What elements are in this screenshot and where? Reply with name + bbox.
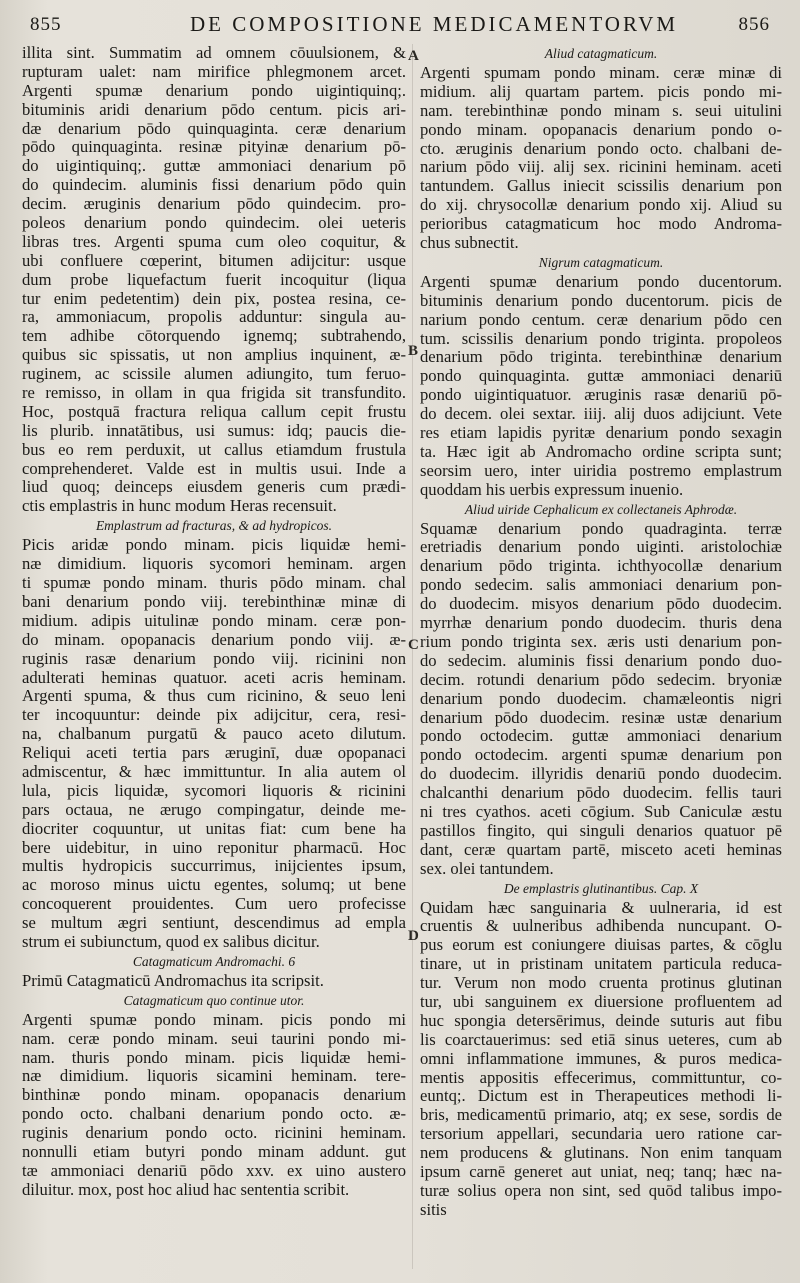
text-line: sex. olei tantundem. — [420, 859, 554, 878]
text-line: binthinæ pondo minam. opopanacis denarium — [22, 1086, 406, 1105]
margin-letter-b: B — [408, 343, 419, 359]
text-line: pondo sedecim. salis ammoniaci denarium pon- — [420, 576, 782, 595]
text-line: ruginis rasæ denarium pondo viij. ricinini non — [22, 649, 406, 668]
text-line: do duodecim. misyos denarium pōdo duodecim. — [420, 595, 782, 614]
text-line: diocriter coquuntur, ut unitas fiat: cum bene ha — [22, 819, 406, 838]
text-line: res etiam lapidis pyritæ denarium pondo sexagin — [420, 424, 782, 443]
right-column — [420, 44, 782, 1269]
text-line: ruginem, ac scissile alumen adiungito, tum feruo- — [22, 365, 406, 384]
text-line: ruginis denarium pondo octo. ricinini heminam. — [22, 1124, 406, 1143]
text-line: tur. Verum non modo cruenta protinus glutinan — [420, 974, 782, 993]
page-header — [0, 12, 800, 42]
text-line: nam. thuris pondo minam. picis liquidæ hemi- — [22, 1048, 406, 1067]
text-line: midium. adipis uitulinæ pondo minam. ceræ pon- — [22, 611, 406, 630]
text-line: ac moroso minus uictu egentes, solumq; ut bene — [22, 876, 406, 895]
text-line: bere uidebitur, in uino reponitur pharmacū. Hoc — [22, 838, 406, 857]
text-line: nam. terebinthinæ pondo minam s. seui uitulini — [420, 101, 782, 120]
text-line: denarium pōdo triginta. terebinthinæ denarium — [420, 348, 782, 367]
text-line: liud quoq; deinceps eiusdem generis cum prædi- — [22, 478, 406, 497]
text-line: pondo octo. chalbani denarium pondo octo. æ- — [22, 1105, 406, 1124]
text-line: decim. rotundi denarium pōdo sedecim. bryoniæ — [420, 670, 782, 689]
text-line: bris, medicamentū primario, atq; ex sese, sordis de — [420, 1106, 782, 1125]
text-line: narium pōdo viij. alij sex. ricinini heminam. aceti — [420, 158, 782, 177]
section-heading: De emplastris glutinantibus. Cap. X — [503, 880, 699, 896]
text-line: bituminis aridi denarium pōdo centum. picis ari- — [22, 100, 406, 119]
text-line: myrrhæ denarium pondo duodecim. thuris dena — [420, 614, 782, 633]
text-line: quibus sic spissatis, ut non amplius inquinent, æ- — [22, 346, 406, 365]
text-line: strum ei subiunctum, quod ex salibus dicitur. — [22, 932, 320, 951]
text-line: lis coarctauerimus: sed etiā sinus ueteres, cum ab — [420, 1030, 782, 1049]
section-heading: Aliud uiride Cephalicum ex collectaneis Aphrodæ. — [464, 501, 738, 517]
text-line: nem producens & glutinans. Non enim tanquam — [420, 1144, 782, 1163]
text-line: Hoc, postquā fractura reliqua callum cepit frustu — [22, 402, 406, 421]
text-line: rium pondo triginta sex. æris usti denarium pon- — [420, 632, 782, 651]
text-line: do xij. chrysocollæ denarium pondo xij. Aliud su — [420, 196, 782, 215]
text-line: Squamæ denarium pondo quadraginta. terræ — [420, 519, 782, 538]
running-title: DE COMPOSITIONE MEDICAMENTORVM — [190, 12, 679, 36]
text-line: chus subnectit. — [420, 234, 519, 253]
left-column — [22, 44, 406, 1269]
section-heading: Aliud catagmaticum. — [544, 46, 658, 61]
text-line: pondo octodecim. guttæ ammoniaci denarium — [420, 727, 782, 746]
text-line: admiscentur, & hæc immittuntur. In alia autem ol — [22, 762, 406, 781]
text-line: diluitur. mox, post hoc aliud hac sententia scribit. — [22, 1180, 350, 1199]
text-line: pars octaua, ne ærugo compingatur, deinde me- — [22, 800, 406, 819]
text-line: bani denarium pondo viij. terebinthinæ minæ di — [22, 592, 406, 611]
text-line: chalcanthi denarium pōdo duodecim. fellis tauri — [420, 784, 782, 803]
text-line: pondo octodecim. argenti spumæ denarium pon — [420, 746, 782, 765]
text-line: Picis aridæ pondo minam. picis liquidæ hemi- — [22, 536, 406, 555]
text-line: lula, picis liquidæ, sycomori liquoris & ricinini — [22, 781, 406, 800]
text-line: denarium pōdo triginta. ichthyocollæ denarium — [420, 557, 782, 576]
text-line: denarium pondo duodecim. chamæleontis nigri — [420, 689, 782, 708]
text-line: Reliqui aceti tertia pars æruginī, duæ opopanaci — [22, 744, 406, 763]
text-line: do quindecim. aluminis fissi denarium pōdo quin — [22, 176, 406, 195]
text-line: tum. scissilis denarium pondo triginta. propoleos — [420, 329, 782, 348]
text-line: pondo quinquaginta. guttæ ammoniaci denariū — [420, 367, 782, 386]
margin-letter-d: D — [408, 928, 419, 944]
text-line: rupturam ualet: nam mirifice phlegmonem arcet. — [22, 62, 406, 81]
text-line: nonnulli etiam butyri pondo minam addunt. gut — [22, 1142, 406, 1161]
text-line: ni tres cyathos. aceti cōgium. Sub Caniculæ æstu — [420, 802, 782, 821]
text-line: lis plurib. innatātibus, usi sumus: idq; paucis die- — [22, 421, 406, 440]
text-line: eretriadis denarium pondo uiginti. aristolochiæ — [420, 538, 782, 557]
text-line: dant, ceræ quartam partē, misceto aceti heminas — [420, 840, 782, 859]
text-line: bus eo rem perduxit, ut callus etiamdum frustula — [22, 440, 406, 459]
text-line: bituminis denarium pondo ducentorum. picis de — [420, 291, 782, 310]
text-line: ipsum carnē generet aut uniat, neq; tanq; hæc na- — [420, 1162, 782, 1181]
section-heading: Catagmaticum quo continue utor. — [123, 992, 305, 1008]
text-line: Quidam hæc sanguinaria & uulneraria, id est — [420, 898, 782, 917]
right-page-number: 856 — [738, 14, 770, 35]
text-line: tinare, ut in pristinam unitatem particula reduca- — [420, 955, 782, 974]
text-line: ta. Hæc igit ab Andromacho ordine scripta sunt; — [420, 442, 782, 461]
text-line: do decem. olei sextar. iiij. alij duos adijciunt. Vete — [420, 405, 782, 424]
text-line: do minam. opopanacis denarium pondo viij. æ- — [22, 630, 406, 649]
left-page-number: 855 — [30, 14, 62, 35]
text-line: næ dimidium. liquoris sicamini heminam. tere- — [22, 1067, 406, 1086]
text-line: pōdo quinquaginta. resinæ pityinæ denarium pō- — [22, 138, 406, 157]
text-line: ra, ammoniacum, propolis adduntur: singula au- — [22, 308, 406, 327]
text-line: na, chalbanum purgatū & pauco aceto dilutum. — [22, 725, 406, 744]
text-line: Argenti spumæ pondo minam. picis pondo mi — [22, 1010, 406, 1029]
text-line: seorsim uero, inter uiridia postremo emplastrum — [420, 461, 782, 480]
text-line: dæ denarium pōdo quinquaginta. ceræ denarium — [22, 119, 406, 138]
text-line: concoquerent prouidentes. Cum uero profecisse — [22, 895, 406, 914]
text-line: mentis appositis effecerimus, committuntur, co- — [420, 1068, 782, 1087]
text-line: midium. alij quartam partem. picis pondo mi- — [420, 82, 782, 101]
text-line: Primū Catagmaticū Andromachus ita scripsit. — [22, 971, 324, 990]
text-line: decim. æruginis denarium pōdo quindecim. pro- — [22, 195, 406, 214]
text-line: tersorium appellari, secundaria uero ratione car- — [420, 1125, 782, 1144]
text-line: libras tres. Argenti spuma cum oleo coquitur, & — [22, 232, 406, 251]
text-line: se multum ægri sentiunt, descendimus ad empla — [22, 914, 406, 933]
text-line: Argenti spuma, & thus cum ricinino, & seuo leni — [22, 687, 406, 706]
text-line: Argenti spumam pondo minam. ceræ minæ di — [420, 64, 782, 82]
text-line: cto. æruginis denarium pondo octo. chalbani de- — [420, 139, 782, 158]
text-line: huc spongia detersērimus, deinde suturis aut fibu — [420, 1011, 782, 1030]
text-line: illita sint. Summatim ad omnem cōuulsionem, & — [22, 44, 406, 62]
text-line: comprehenderet. Valde est in multis usui. Inde a — [22, 459, 406, 478]
text-line: Argenti spumæ denarium pondo uigintiquinq;. — [22, 81, 406, 100]
text-line: poleos denarium pondo quindecim. olei ueteris — [22, 214, 406, 233]
text-line: næ dimidium. liquoris sycomori heminam. argen — [22, 555, 406, 574]
text-line: pus eorum est coniungere diuisas partes, & cōglu — [420, 936, 782, 955]
margin-letter-c: C — [408, 637, 419, 653]
text-line: perioribus catagmaticum hoc modo Androma- — [420, 215, 782, 234]
text-line: do duodecim. illyridis denariū pondo duodecim. — [420, 765, 782, 784]
text-line: do sedecim. aluminis fissi denarium pondo duo- — [420, 651, 782, 670]
section-heading: Catagmaticum Andromachi. 6 — [132, 953, 296, 969]
text-line: multis hydropicis succurrimus, inijcientes ipsum, — [22, 857, 406, 876]
text-line: cruentis & uulneribus adhibenda nuncupant. O- — [420, 917, 782, 936]
text-line: do uigintiquinq;. guttæ ammoniaci denarium pō — [22, 157, 406, 176]
text-line: pondo minam. opopanacis denarium pondo o- — [420, 120, 782, 139]
text-line: euntq;. Dictum est in Therapeutices methodi li- — [420, 1087, 782, 1106]
text-line: tæ ammoniaci denariū pōdo xxv. ex uino austero — [22, 1161, 406, 1180]
text-line: narium pondo centum. ceræ denarium pōdo cen — [420, 310, 782, 329]
text-line: denarium pōdo duodecim. resinæ ustæ denarium — [420, 708, 782, 727]
text-line: pastillos fingito, qui singuli denarios quatuor pē — [420, 821, 782, 840]
text-line: dum probe liquefactum fuerit incoquitur (liqua — [22, 270, 406, 289]
text-line: ubi confluere cœperint, bitumen adijcitur: usque — [22, 251, 406, 270]
text-line: tem adhibe cōtorquendo ignemq; subtrahendo, — [22, 327, 406, 346]
text-line: sitis — [420, 1200, 447, 1219]
section-heading: Emplastrum ad fracturas, & ad hydropicos. — [95, 518, 333, 534]
text-line: nam. ceræ pondo minam. seui taurini pondo mi- — [22, 1029, 406, 1048]
text-line: omni inflammatione immunes, & puros medica- — [420, 1049, 782, 1068]
text-line: tantundem. Gallus iniecit scissilis denarium pon — [420, 177, 782, 196]
text-line: quoddam his uerbis expressum inuenio. — [420, 480, 684, 499]
text-line: tur, ubi sanguinem ex diuersione profluentem ad — [420, 992, 782, 1011]
text-line: Argenti spumæ denarium pondo ducentorum. — [420, 272, 782, 291]
text-line: tur enim pedetentim) dein pix, postea resina, ce- — [22, 289, 406, 308]
text-line: ter incoquuntur: deinde pix adijcitur, cera, resi- — [22, 706, 406, 725]
margin-letter-a: A — [408, 48, 419, 64]
text-line: ti spumæ pondo minam. thuris pōdo minam. chal — [22, 574, 406, 593]
text-line: turæ solius opera non sint, sed quōd talibus impo- — [420, 1181, 782, 1200]
text-line: pondo uigintiquatuor. æruginis rasæ denariū pō- — [420, 386, 782, 405]
text-line: ctis emplastris in hunc modum Heras recensuit. — [22, 497, 337, 516]
text-line: adulterati heminas quatuor. aceti acris heminam. — [22, 668, 406, 687]
column-gutter — [412, 44, 413, 1269]
section-heading: Nigrum catagmaticum. — [538, 254, 664, 270]
text-line: re remisso, in ollam in qua frigida sit transfundito. — [22, 384, 406, 403]
